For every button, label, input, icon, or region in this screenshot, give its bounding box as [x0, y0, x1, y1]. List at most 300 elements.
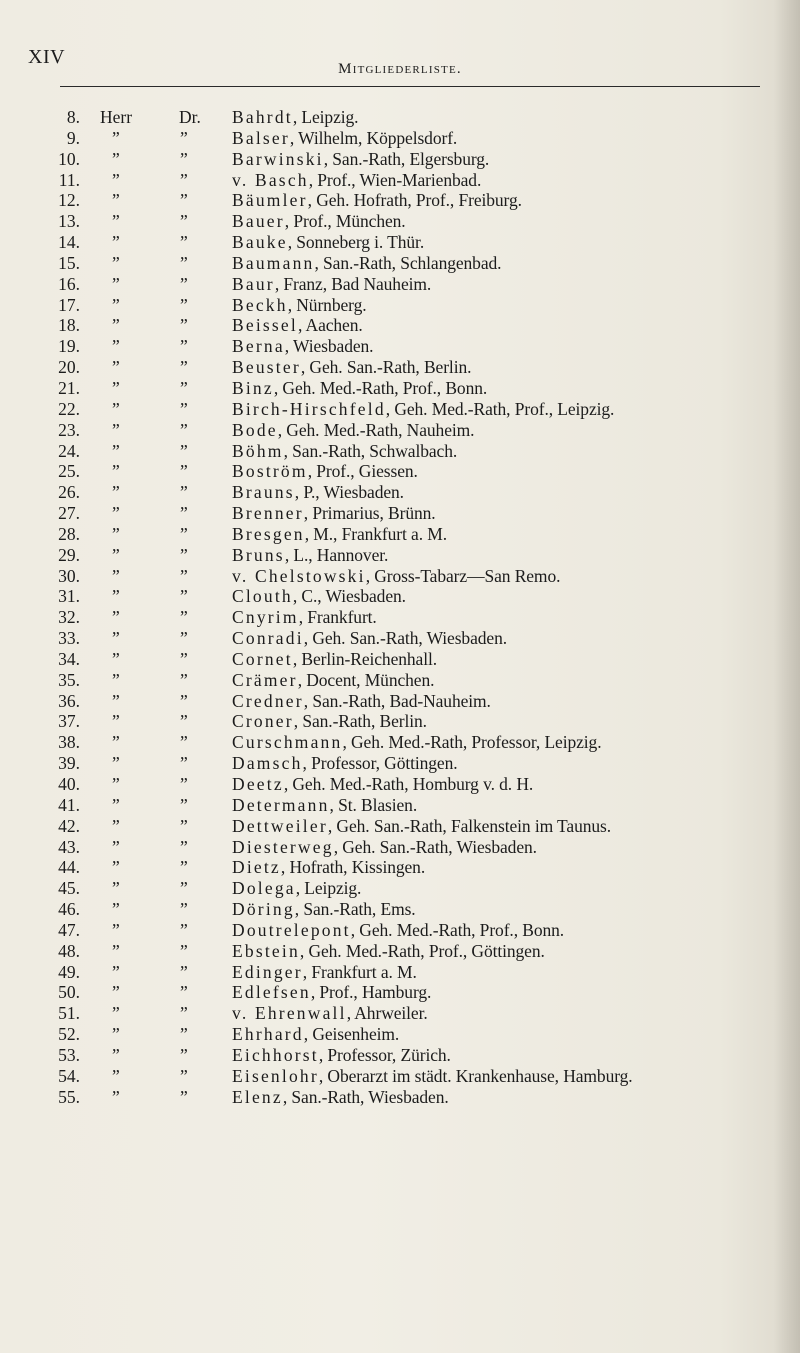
ditto-mark: ”	[180, 1044, 188, 1065]
ditto-mark: ”	[180, 648, 188, 669]
entry-number: 45.	[58, 878, 80, 899]
entry-number: 37.	[58, 711, 80, 732]
entry-text	[232, 420, 474, 441]
member-name: v. Ehrenwall	[232, 1003, 347, 1024]
ditto-mark: ”	[112, 1065, 120, 1086]
entry-number: 29.	[58, 544, 80, 565]
ditto-mark: ”	[112, 794, 120, 815]
entry-number: 35.	[58, 669, 80, 690]
list-item	[0, 878, 800, 899]
ditto-mark: ”	[112, 565, 120, 586]
member-details: , San.-Rath, Berlin.	[293, 711, 427, 732]
entry-text	[232, 753, 458, 774]
entry-text	[232, 295, 367, 316]
ditto-mark: ”	[180, 148, 188, 169]
ditto-mark: ”	[112, 628, 120, 649]
member-name: v. Basch	[232, 169, 309, 190]
list-item	[0, 1045, 800, 1066]
entry-number: 32.	[58, 607, 80, 628]
entry-text	[232, 628, 507, 649]
member-details: , Oberarzt im städt. Krankenhause, Hamburg.	[318, 1065, 633, 1086]
entry-number: 20.	[58, 357, 80, 378]
ditto-mark: ”	[180, 961, 188, 982]
ditto-mark: ”	[180, 503, 188, 524]
member-details: , San.-Rath, Schlangenbad.	[314, 252, 502, 273]
member-details: , Franz, Bad Nauheim.	[274, 273, 432, 294]
ditto-mark: ”	[180, 482, 188, 503]
member-details: , Wiesbaden.	[284, 336, 374, 357]
member-details: , Gross-Tabarz—San Remo.	[365, 565, 561, 586]
ditto-mark: ”	[112, 336, 120, 357]
member-name: Baumann	[232, 252, 315, 273]
member-details: , Ahrweiler.	[346, 1003, 428, 1024]
member-details: , Professor, Göttingen.	[302, 753, 458, 774]
entry-number: 11.	[58, 169, 80, 190]
entry-text	[232, 795, 417, 816]
entry-text	[232, 711, 427, 732]
entry-text	[232, 461, 418, 482]
ditto-mark: ”	[180, 1086, 188, 1107]
entry-number: 19.	[58, 336, 80, 357]
entry-number: 22.	[58, 398, 80, 419]
entry-text	[232, 357, 471, 378]
entry-number: 47.	[58, 919, 80, 940]
member-details: , Geh. Med.-Rath, Prof., Bonn.	[350, 919, 565, 940]
entry-text	[232, 399, 614, 420]
entry-number: 40.	[58, 774, 80, 794]
member-name: Beissel	[232, 315, 298, 336]
entry-number: 10.	[58, 148, 80, 169]
list-item	[0, 128, 800, 149]
member-details: , C., Wiesbaden.	[292, 586, 406, 607]
entry-number: 41.	[58, 794, 80, 815]
member-name: Damsch	[232, 753, 303, 774]
ditto-mark: ”	[180, 586, 188, 607]
list-item	[0, 274, 800, 295]
ditto-mark: ”	[180, 1065, 188, 1086]
member-name: Credner	[232, 690, 304, 711]
member-details: , Prof., Wien-Marienbad.	[308, 169, 482, 190]
member-details: , San.-Rath, Schwalbach.	[283, 440, 458, 461]
ditto-mark: ”	[112, 315, 120, 336]
entry-text	[232, 816, 611, 837]
member-details: , Nürnberg.	[287, 294, 367, 315]
entry-number: 43.	[58, 836, 80, 857]
member-name: Bresgen	[232, 523, 305, 544]
list-item	[0, 649, 800, 670]
ditto-mark: ”	[112, 586, 120, 607]
entry-number: 25.	[58, 461, 80, 482]
running-head: Mitgliederliste.	[338, 61, 462, 77]
member-name: Bäumler	[232, 190, 308, 211]
member-name: Clouth	[232, 586, 293, 607]
member-name: Baur	[232, 273, 275, 294]
entry-text	[232, 732, 601, 753]
ditto-mark: ”	[112, 357, 120, 378]
member-details: , Geh. Med.-Rath, Nauheim.	[277, 419, 475, 440]
member-details: , Leipzig.	[292, 107, 359, 127]
member-name: Eisenlohr	[232, 1065, 319, 1086]
ditto-mark: ”	[112, 398, 120, 419]
entry-text	[232, 128, 457, 149]
entry-text	[232, 170, 481, 191]
entry-text	[232, 482, 404, 503]
entry-number: 24.	[58, 440, 80, 461]
member-details: , St. Blasien.	[329, 794, 418, 815]
ditto-mark: ”	[112, 190, 120, 211]
ditto-mark: ”	[180, 544, 188, 565]
entry-text	[232, 1087, 449, 1108]
ditto-mark: ”	[112, 1024, 120, 1045]
entry-text	[232, 503, 436, 524]
entry-number: 34.	[58, 648, 80, 669]
list-item	[0, 545, 800, 566]
list-item	[0, 1087, 800, 1108]
ditto-mark: ”	[180, 357, 188, 378]
entry-text	[232, 899, 416, 920]
list-item	[0, 336, 800, 357]
ditto-mark: ”	[180, 940, 188, 961]
entry-degree: Dr.	[179, 107, 201, 127]
list-item	[0, 170, 800, 191]
entry-text	[232, 441, 457, 462]
ditto-mark: ”	[112, 690, 120, 711]
entry-text	[232, 920, 564, 941]
member-details: , Geh. San.-Rath, Berlin.	[300, 357, 472, 378]
list-item	[0, 503, 800, 524]
entry-text	[232, 962, 417, 983]
entry-number: 27.	[58, 503, 80, 524]
member-list	[0, 107, 800, 1108]
list-item	[0, 524, 800, 545]
ditto-mark: ”	[112, 127, 120, 148]
member-name: Döring	[232, 899, 295, 920]
entry-text	[232, 691, 491, 712]
entry-number: 16.	[58, 273, 80, 294]
ditto-mark: ”	[112, 669, 120, 690]
ditto-mark: ”	[180, 919, 188, 940]
entry-number: 55.	[58, 1086, 80, 1107]
list-item	[0, 982, 800, 1003]
ditto-mark: ”	[180, 982, 188, 1003]
member-name: Elenz	[232, 1086, 283, 1107]
ditto-mark: ”	[112, 940, 120, 961]
member-details: , Geh. San.-Rath, Wiesbaden.	[303, 628, 507, 649]
member-name: Conradi	[232, 628, 304, 649]
ditto-mark: ”	[112, 377, 120, 398]
entry-number: 44.	[58, 857, 80, 878]
member-name: Beuster	[232, 357, 301, 378]
member-name: Diesterweg	[232, 836, 334, 857]
entry-text	[232, 941, 545, 962]
list-item	[0, 232, 800, 253]
ditto-mark: ”	[180, 628, 188, 649]
entry-text	[232, 274, 431, 295]
member-name: Barwinski	[232, 148, 324, 169]
entry-number: 30.	[58, 565, 80, 586]
ditto-mark: ”	[112, 294, 120, 315]
entry-number: 28.	[58, 523, 80, 544]
member-name: Curschmann	[232, 732, 343, 753]
entry-text	[232, 1003, 428, 1024]
member-details: , Geh. Med.-Rath, Prof., Leipzig.	[385, 398, 615, 419]
list-item	[0, 441, 800, 462]
list-item	[0, 378, 800, 399]
member-details: , San.-Rath, Ems.	[294, 899, 416, 920]
list-item	[0, 962, 800, 983]
ditto-mark: ”	[112, 211, 120, 232]
member-name: Berna	[232, 336, 285, 357]
member-name: Dietz	[232, 857, 281, 878]
ditto-mark: ”	[180, 815, 188, 836]
list-item	[0, 586, 800, 607]
member-details: , Leipzig.	[295, 878, 362, 899]
list-item	[0, 482, 800, 503]
entry-number: 8.	[66, 107, 80, 127]
entry-number: 31.	[58, 586, 80, 607]
entry-number: 51.	[58, 1003, 80, 1024]
ditto-mark: ”	[180, 836, 188, 857]
entry-text	[232, 336, 373, 357]
entry-text	[232, 524, 447, 545]
ditto-mark: ”	[180, 774, 188, 794]
list-item	[0, 107, 800, 128]
ditto-mark: ”	[112, 1003, 120, 1024]
entry-text	[232, 378, 487, 399]
list-item	[0, 295, 800, 316]
member-name: Dettweiler	[232, 815, 328, 836]
member-name: Bruns	[232, 544, 285, 565]
ditto-mark: ”	[112, 419, 120, 440]
entry-number: 54.	[58, 1065, 80, 1086]
list-item	[0, 857, 800, 878]
member-details: , Aachen.	[297, 315, 363, 336]
ditto-mark: ”	[112, 732, 120, 753]
member-details: , San.-Rath, Elgersburg.	[323, 148, 490, 169]
list-item	[0, 607, 800, 628]
ditto-mark: ”	[112, 523, 120, 544]
entry-number: 15.	[58, 252, 80, 273]
list-item	[0, 816, 800, 837]
member-details: , Primarius, Brünn.	[303, 503, 436, 524]
ditto-mark: ”	[112, 857, 120, 878]
entry-text	[232, 1066, 633, 1087]
member-name: Boström	[232, 461, 308, 482]
member-details: , M., Frankfurt a. M.	[304, 523, 448, 544]
entry-title: Herr	[100, 107, 133, 127]
member-name: Bauer	[232, 211, 285, 232]
member-details: , L., Hannover.	[284, 544, 389, 565]
member-details: , Wilhelm, Köppelsdorf.	[289, 127, 458, 148]
entry-text	[232, 211, 406, 232]
ditto-mark: ”	[112, 607, 120, 628]
ditto-mark: ”	[180, 461, 188, 482]
member-name: Brauns	[232, 482, 295, 503]
header-rule	[60, 86, 760, 87]
ditto-mark: ”	[180, 565, 188, 586]
member-details: , Professor, Zürich.	[318, 1044, 451, 1065]
entry-number: 46.	[58, 899, 80, 920]
ditto-mark: ”	[112, 1044, 120, 1065]
ditto-mark: ”	[180, 690, 188, 711]
entry-text	[232, 607, 377, 628]
ditto-mark: ”	[112, 648, 120, 669]
ditto-mark: ”	[112, 815, 120, 836]
member-details: , Geh. Med.-Rath, Prof., Bonn.	[273, 377, 488, 398]
list-item	[0, 941, 800, 962]
entry-number: 52.	[58, 1024, 80, 1045]
entry-number: 53.	[58, 1044, 80, 1065]
list-item	[0, 420, 800, 441]
member-name: Brenner	[232, 503, 304, 524]
member-details: , Frankfurt.	[298, 607, 377, 628]
entry-number: 42.	[58, 815, 80, 836]
ditto-mark: ”	[180, 252, 188, 273]
ditto-mark: ”	[112, 899, 120, 920]
entry-text	[232, 149, 489, 170]
list-item	[0, 795, 800, 816]
ditto-mark: ”	[112, 169, 120, 190]
ditto-mark: ”	[180, 273, 188, 294]
member-details: , Prof., Hamburg.	[310, 982, 432, 1003]
member-name: Böhm	[232, 440, 284, 461]
member-name: Eichhorst	[232, 1044, 319, 1065]
ditto-mark: ”	[112, 753, 120, 774]
ditto-mark: ”	[180, 232, 188, 253]
page-number: XIV	[28, 46, 66, 68]
entry-number: 39.	[58, 753, 80, 774]
entry-text	[232, 774, 533, 795]
entry-number: 49.	[58, 961, 80, 982]
ditto-mark: ”	[180, 190, 188, 211]
member-name: Doutrelepont	[232, 919, 351, 940]
ditto-mark: ”	[180, 1003, 188, 1024]
list-item	[0, 691, 800, 712]
member-name: Balser	[232, 127, 290, 148]
ditto-mark: ”	[180, 878, 188, 899]
ditto-mark: ”	[112, 919, 120, 940]
member-name: Bode	[232, 419, 278, 440]
list-item	[0, 211, 800, 232]
ditto-mark: ”	[112, 711, 120, 732]
member-name: Ehrhard	[232, 1024, 304, 1045]
list-item	[0, 357, 800, 378]
member-name: Determann	[232, 794, 330, 815]
ditto-mark: ”	[180, 669, 188, 690]
entry-text	[232, 586, 406, 607]
member-name: Bauke	[232, 232, 288, 253]
list-item	[0, 253, 800, 274]
member-details: , P., Wiesbaden.	[294, 482, 404, 503]
member-details: , Geh. Hofrath, Prof., Freiburg.	[307, 190, 522, 211]
member-name: Dolega	[232, 878, 296, 899]
entry-number: 48.	[58, 940, 80, 961]
ditto-mark: ”	[112, 252, 120, 273]
entry-text	[232, 107, 358, 128]
ditto-mark: ”	[180, 211, 188, 232]
entry-number: 33.	[58, 628, 80, 649]
ditto-mark: ”	[180, 315, 188, 336]
ditto-mark: ”	[112, 982, 120, 1003]
member-details: , Prof., Giessen.	[307, 461, 418, 482]
list-item	[0, 315, 800, 336]
ditto-mark: ”	[180, 523, 188, 544]
member-name: Edlefsen	[232, 982, 311, 1003]
member-name: v. Chelstowski	[232, 565, 366, 586]
ditto-mark: ”	[180, 169, 188, 190]
entry-number: 13.	[58, 211, 80, 232]
ditto-mark: ”	[180, 440, 188, 461]
member-name: Crämer	[232, 669, 298, 690]
list-item	[0, 837, 800, 858]
ditto-mark: ”	[180, 127, 188, 148]
member-name: Bahrdt	[232, 107, 293, 127]
ditto-mark: ”	[112, 774, 120, 794]
ditto-mark: ”	[112, 961, 120, 982]
list-item	[0, 628, 800, 649]
member-details: , Geh. Med.-Rath, Professor, Leipzig.	[342, 732, 602, 753]
ditto-mark: ”	[180, 857, 188, 878]
entry-number: 12.	[58, 190, 80, 211]
entry-number: 23.	[58, 419, 80, 440]
entry-number: 17.	[58, 294, 80, 315]
entry-number: 9.	[66, 127, 80, 148]
ditto-mark: ”	[112, 1086, 120, 1107]
entry-number: 50.	[58, 982, 80, 1003]
entry-number: 26.	[58, 482, 80, 503]
member-details: , Berlin-Reichenhall.	[292, 648, 438, 669]
member-name: Croner	[232, 711, 294, 732]
entry-number: 14.	[58, 232, 80, 253]
ditto-mark: ”	[180, 1024, 188, 1045]
entry-text	[232, 670, 434, 691]
ditto-mark: ”	[180, 794, 188, 815]
member-details: , Geisenheim.	[303, 1024, 400, 1045]
member-details: , San.-Rath, Bad-Nauheim.	[303, 690, 491, 711]
ditto-mark: ”	[180, 753, 188, 774]
ditto-mark: ”	[112, 148, 120, 169]
list-item	[0, 190, 800, 211]
ditto-mark: ”	[112, 544, 120, 565]
ditto-mark: ”	[180, 336, 188, 357]
list-item	[0, 732, 800, 753]
entry-text	[232, 878, 361, 899]
member-name: Binz	[232, 377, 274, 398]
ditto-mark: ”	[180, 711, 188, 732]
member-name: Birch-Hirschfeld	[232, 398, 386, 419]
ditto-mark: ”	[112, 878, 120, 899]
entry-text	[232, 649, 437, 670]
ditto-mark: ”	[180, 607, 188, 628]
entry-number: 21.	[58, 377, 80, 398]
member-details: , Sonneberg i. Thür.	[287, 232, 425, 253]
entry-text	[232, 545, 388, 566]
ditto-mark: ”	[112, 440, 120, 461]
list-item	[0, 753, 800, 774]
list-item	[0, 399, 800, 420]
list-item	[0, 670, 800, 691]
member-details: , Prof., München.	[284, 211, 406, 232]
entry-text	[232, 190, 522, 211]
member-details: , Frankfurt a. M.	[302, 961, 417, 982]
member-name: Deetz	[232, 774, 284, 794]
ditto-mark: ”	[112, 836, 120, 857]
ditto-mark: ”	[112, 503, 120, 524]
list-item	[0, 1024, 800, 1045]
list-item	[0, 899, 800, 920]
entry-text	[232, 315, 363, 336]
member-name: Cnyrim	[232, 607, 299, 628]
